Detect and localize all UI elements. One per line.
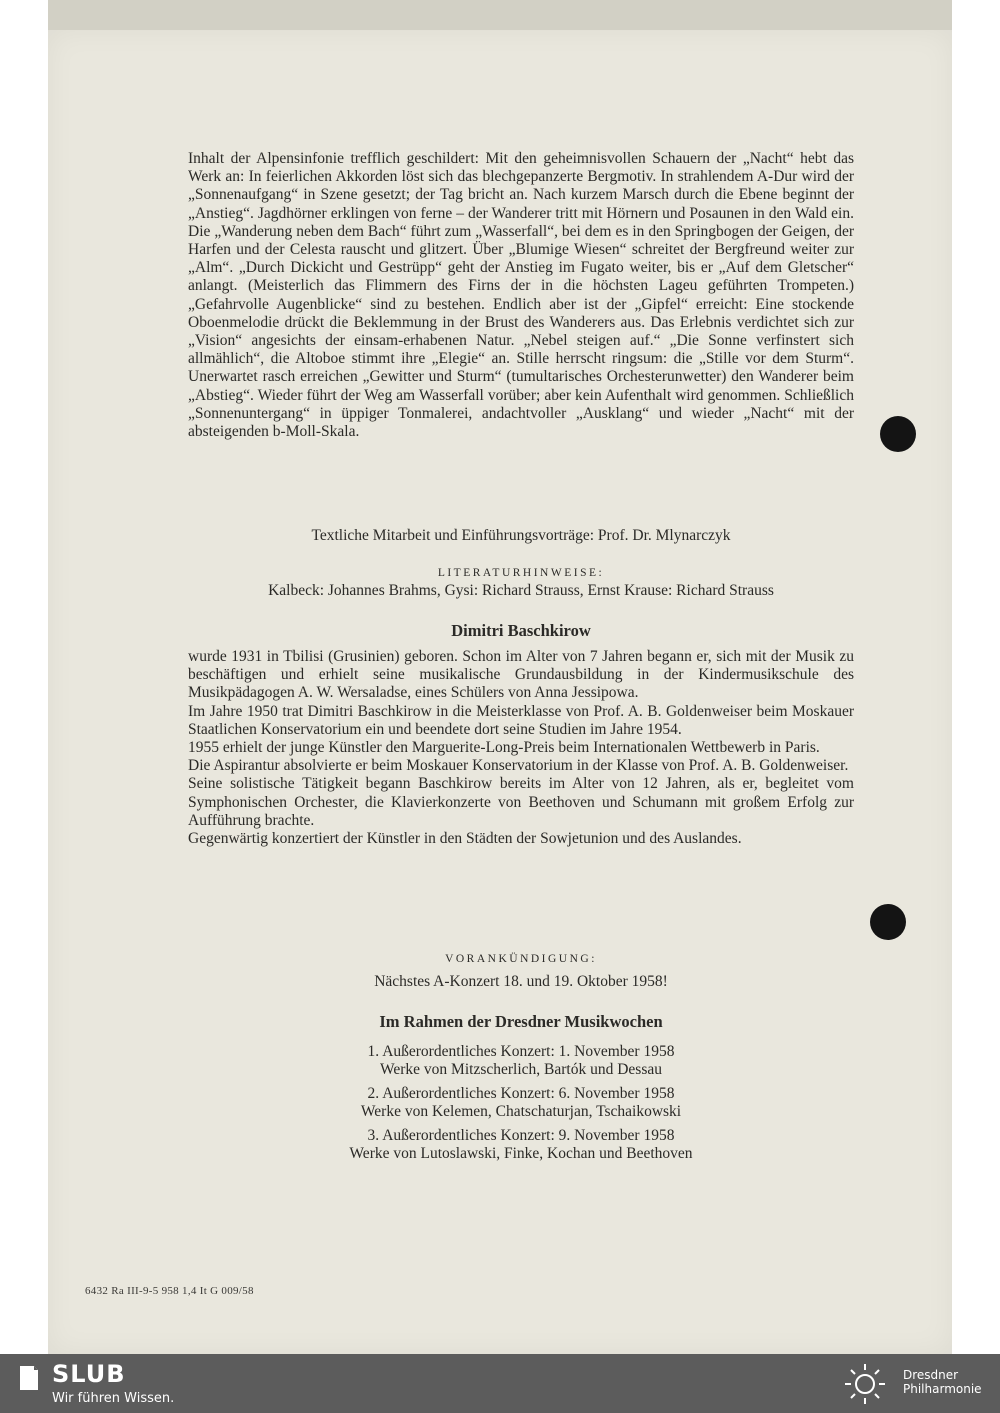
slub-name[interactable]: SLUB — [52, 1360, 126, 1388]
bio-heading — [188, 622, 854, 640]
concert-title: 2. Außerordentliches Konzert: 6. November 1958 — [367, 1085, 675, 1102]
music-weeks-heading-text: Im Rahmen der Dresdner Musikwochen — [379, 1012, 663, 1031]
punch-hole-lower — [870, 904, 906, 940]
slub-logo-icon — [18, 1364, 40, 1392]
literature-heading — [188, 564, 854, 582]
concert-1 — [188, 1043, 854, 1079]
concert-works: Werke von Mitzscherlich, Bartók und Dessau — [380, 1061, 662, 1079]
intro-paragraph — [188, 150, 854, 441]
concert-title: 3. Außerordentliches Konzert: 9. November 1958 — [367, 1127, 675, 1144]
bio-paragraph: wurde 1931 in Tbilisi (Grusinien) geboren. Schon im Alter von 7 Jahren begann er, sich mit der Musik zu beschäftigen und erhielt seine musikalische Grundausbildung in der Kindermusikschule des Musikpädagogen A. W. Wersaladse, eines Schülers von Anna Jessipowa. — [188, 648, 854, 702]
bio-heading-text: Dimitri Baschkirow — [451, 621, 591, 640]
bio-paragraph: Im Jahre 1950 trat Dimitri Baschkirow in die Meisterklasse von Prof. A. B. Goldenweiser beim Moskauer Staatlichen Konservatorium ein und beendete dort seine Studien im Jahre 1954. — [188, 702, 854, 738]
credit-line: Textliche Mitarbeit und Einführungsvorträge: Prof. Dr. Mlynarczyk — [311, 527, 731, 544]
next-concert-text: Nächstes A-Konzert 18. und 19. Oktober 1958! — [374, 973, 668, 990]
punch-hole-upper — [880, 416, 916, 452]
concert-3 — [188, 1127, 854, 1163]
announcement-heading — [188, 950, 854, 968]
music-weeks-heading — [188, 1013, 854, 1031]
scan-top-edge — [48, 0, 952, 30]
announcement-heading-text: VORANKÜNDIGUNG: — [445, 953, 597, 965]
concert-title: 1. Außerordentliches Konzert: 1. November 1958 — [367, 1043, 675, 1060]
concert-works: Werke von Kelemen, Chatschaturjan, Tschaikowski — [360, 1103, 682, 1121]
philharmonie-line-1: Dresdner — [903, 1368, 959, 1382]
bio-text — [188, 648, 854, 848]
literature-text: Kalbeck: Johannes Brahms, Gysi: Richard Strauss, Ernst Krause: Richard Strauss — [268, 582, 774, 599]
intro-credit — [188, 527, 854, 545]
literature-list — [188, 582, 854, 600]
slub-tagline: Wir führen Wissen. — [52, 1391, 175, 1406]
alpensinfonie-description: Inhalt der Alpensinfonie trefflich geschildert: Mit den geheimnisvollen Schauern der „Nacht“ hebt das Werk an: In feierlichen Akkorden löst sich das blechgepanzerte Bergmotiv. In strahlendem A-Dur wird der „Sonnenaufgang“ in Szene gesetzt; der Tag bricht an. Nach kurzem Marsch durch die Ebene beginnt der „Anstieg“. Jagdhörner erklingen von ferne – der Wanderer tritt mit Hörnern und Posaunen in den Wald ein. Die „Wanderung neben dem Bach“ führt zum „Wasserfall“, bei dem es in den Springbogen der Geigen, der Harfen und der Celesta rauscht und glitzert. Über „Blumige Wiesen“ schreitet der Bergfreund weiter zur „Alm“. „Durch Dickicht und Gestrüpp“ geht der Anstieg im Fugato weiter, bis er „Auf dem Gletscher“ anlangt. (Meisterlich das Flimmern des Firns der in die höchsten Lageu geführten Trompeten.) „Gefahrvolle Augenblicke“ sind zu bestehen. Endlich aber ist der „Gipfel“ erreicht: Eine stockende Oboenmelodie drückt die Beklemmung in der Brust des Wanderers aus. Das Erlebnis verdichtet sich zur „Vision“ angesichts der einsam-erhabenen Natur. „Nebel steigen auf.“ „Die Sonne verfinstert sich allmählich“, die Altoboe stimmt ihre „Elegie“ an. Stille herrscht ringsum: die „Stille vor dem Sturm“. Unerwartet rasch erreichen „Gewitter und Sturm“ (tumultarisches Orchesterunwetter) den Wanderer beim „Abstieg“. Wieder führt der Weg am Wasserfall vorüber; aber kein Aufenthalt wird genommen. Schließlich „Sonnenuntergang“ in üppiger Tonmalerei, andachtvoller „Ausklang“ und wieder „Nacht“ mit der absteigenden b-Moll-Skala. — [188, 150, 854, 441]
concert-2 — [188, 1085, 854, 1121]
philharmonie-line-2: Philharmonie — [903, 1382, 982, 1396]
bio-paragraph: 1955 erhielt der junge Künstler den Marguerite-Long-Preis beim Internationalen Wettbewerb in Paris. — [188, 739, 820, 757]
philharmonie-name[interactable] — [903, 1368, 982, 1396]
bio-paragraph: Seine solistische Tätigkeit begann Baschkirow bereits im Alter von 12 Jahren, als er, begleitet vom Symphonischen Orchester, die Klavierkonzerte von Beethoven und Schumann mit großem Erfolg zur Aufführung brachte. — [188, 775, 854, 829]
print-code: 6432 Ra III-9-5 958 1,4 It G 009/58 — [85, 1285, 254, 1297]
literature-heading-text: LITERATURHINWEISE: — [437, 567, 605, 579]
philharmonie-logo-icon — [840, 1362, 890, 1406]
bio-paragraph: Gegenwärtig konzertiert der Künstler in den Städten der Sowjetunion und des Auslandes. — [188, 830, 742, 848]
bio-paragraph: Die Aspirantur absolvierte er beim Moskauer Konservatorium in der Klasse von Prof. A. B. Goldenweiser. — [188, 757, 849, 775]
concert-works: Werke von Lutoslawski, Finke, Kochan und Beethoven — [349, 1145, 693, 1163]
footer-bar — [0, 1354, 1000, 1413]
announcement-next-concert — [188, 973, 854, 991]
